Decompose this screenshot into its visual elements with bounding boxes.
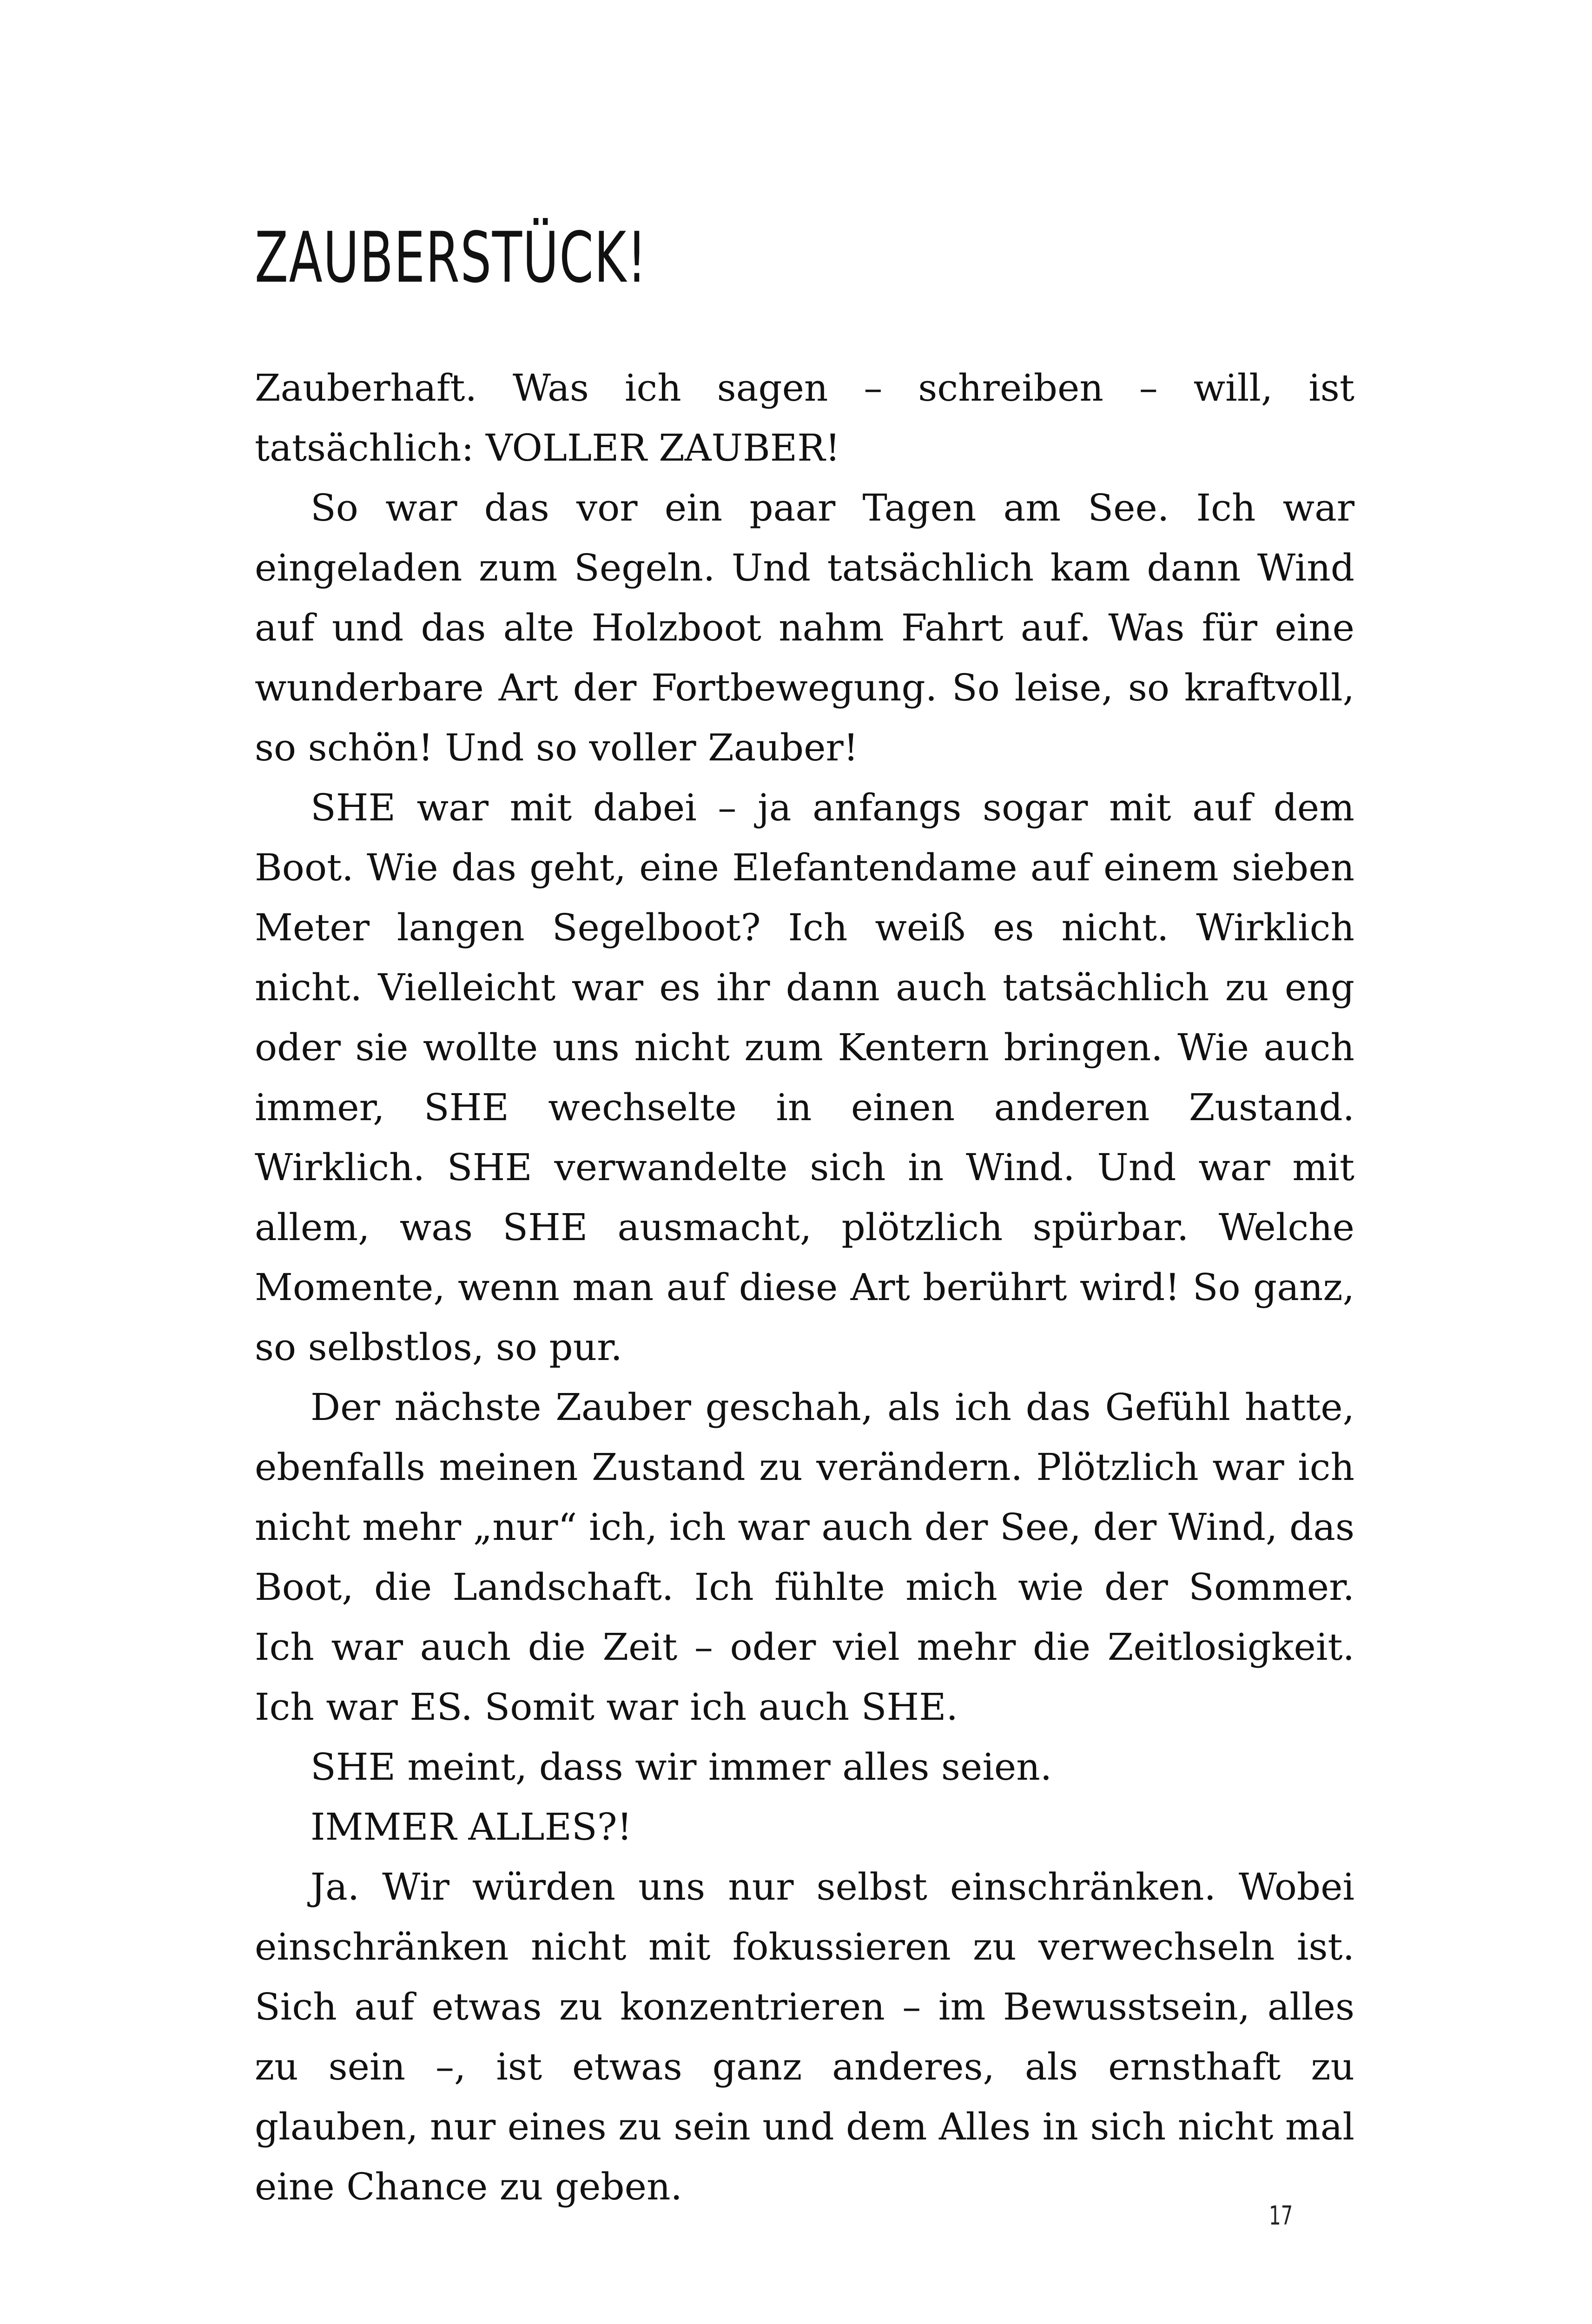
paragraph: Zauberhaft. Was ich sagen – schreiben – will, ist tatsächlich: VOLLER ZAUBER! xyxy=(255,366,1354,469)
paragraph: Der nächste Zauber geschah, als ich das Gefühl hatte, ebenfalls meinen Zustand zu verändern. Plötzlich war ich nicht mehr „nur“ ich, ich war auch der See, der Wind, das Boot, die Landschaft. Ich fühlte mich wie der Sommer. Ich war auch die Zeit – oder viel mehr die Zeitlosigkeit. Ich war ES. Somit war ich auch SHE. xyxy=(255,1386,1354,1729)
chapter-title: ZAUBERSTÜCK! xyxy=(255,218,647,298)
paragraph: IMMER ALLES?! xyxy=(310,1805,632,1849)
paragraph: So war das vor ein paar Tagen am See. Ich war eingeladen zum Segeln. Und tatsächlich kam dann Wind auf und das alte Holzboot nahm Fahrt auf. Was für eine wunderbare Art der Fortbewegung. So leise, so kraftvoll, so schön! Und so voller Zauber! xyxy=(255,486,1354,769)
paragraph: SHE meint, dass wir immer alles seien. xyxy=(310,1745,1052,1789)
page-number: 17 xyxy=(1269,2201,1293,2231)
paragraph: Ja. Wir würden uns nur selbst einschränken. Wobei einschränken nicht mit fokussieren zu verwechseln ist. Sich auf etwas zu konzentrieren – im Bewusstsein, alles zu sein –, ist etwas ganz anderes, als ernsthaft zu glauben, nur eines zu sein und dem Alles in sich nicht mal eine Chance zu geben. xyxy=(255,1865,1354,2208)
paragraph: SHE war mit dabei – ja anfangs sogar mit auf dem Boot. Wie das geht, eine Elefantendame auf einem sieben Meter langen Segelboot? Ich weiß es nicht. Wirklich nicht. Vielleicht war es ihr dann auch tatsächlich zu eng oder sie wollte uns nicht zum Kentern bringen. Wie auch immer, SHE wechselte in einen anderen Zustand. Wirklich. SHE verwandelte sich in Wind. Und war mit allem, was SHE ausmacht, plötzlich spürbar. Welche Momente, wenn man auf diese Art berührt wird! So ganz, so selbstlos, so pur. xyxy=(255,786,1354,1369)
body-text xyxy=(255,358,1354,2217)
